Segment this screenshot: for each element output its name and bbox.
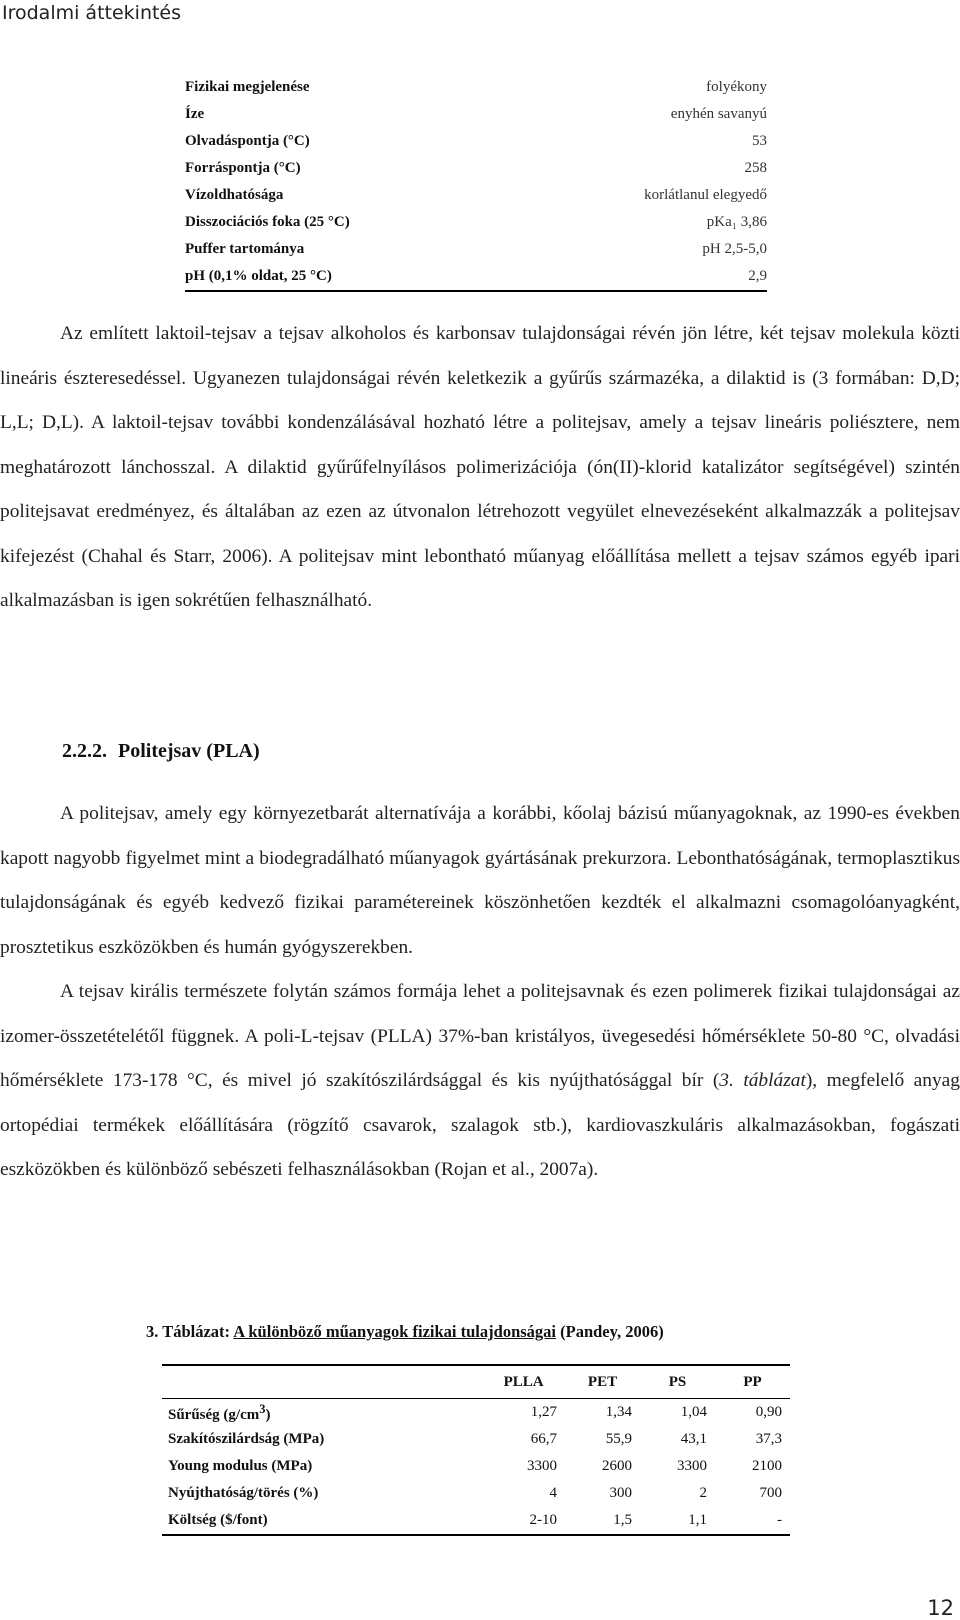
properties-table	[185, 74, 767, 292]
property-row	[185, 263, 767, 291]
table-cell: 3300	[677, 1458, 707, 1474]
table-cell: 66,7	[530, 1431, 558, 1447]
table-cell: 2100	[752, 1458, 782, 1474]
table-caption-source: (Pandey, 2006)	[556, 1322, 664, 1341]
property-row	[185, 128, 767, 155]
paragraph-pla-intro: A politejsav, amely egy környezetbarát alternatívája a korábbi, kőolaj bázisú műanyagoknak, az 1990-es években kapott nagyobb figyelmet mint a biodegradálható műanyagok gyártásának prekurzora. Lebonthatóságának, termoplasztikus tulajdonságának és egyéb kedvező fizikai paramétereinek köszönhetően kezdték el alkalmazni csomagolóanyagként, prosztetikus eszközökben és humán gyógyszerekben.	[0, 803, 960, 958]
paragraph-lactoyl-lactic-acid: Az említett laktoil-tejsav a tejsav alkoholos és karbonsav tulajdonságai révén jön létre, két tejsav molekula közti lineáris észteresedéssel. Ugyanezen tulajdonságai révén keletkezik a gyűrűs származéka, a dilaktid is (3 formában: D,D; L,L; D,L). A laktoil-tejsav további kondenzálásával hozható létre a politejsav, amely a tejsav lineáris poliésztere, nem meghatározott lánchosszal. A dilaktid gyűrűfelnyílásos polimerizációja (ón(II)-klorid katalizátor segítségével) szintén politejsavat eredményez, és általában az ezen az útvonalon létrehozott vegyület elnevezéseként alkalmazzák a politejsav kifejezést (Chahal és Starr, 2006). A politejsav mint lebontható műanyag előállítása mellett a tejsav számos egyéb ipari alkalmazásban is igen sokrétűen felhasználható.	[0, 323, 960, 611]
property-label: Fizikai megjelenése	[185, 79, 310, 95]
row-label-text: Sűrűség (g/cm	[168, 1406, 260, 1423]
column-header: PP	[715, 1365, 790, 1399]
row-label-text: Költség ($/font)	[168, 1512, 268, 1528]
property-value: 258	[744, 160, 767, 176]
table-cell: 55,9	[605, 1431, 633, 1447]
property-row	[185, 182, 767, 209]
section-heading	[62, 731, 260, 771]
column-header: PS	[640, 1365, 715, 1399]
body-section-1	[0, 312, 960, 624]
property-value: korlátlanul elegyedő	[644, 187, 767, 203]
table-caption	[146, 1322, 664, 1342]
table-cell: 300	[609, 1485, 633, 1501]
column-header: PET	[565, 1365, 640, 1399]
table-reference: 3. táblázat	[719, 1070, 806, 1091]
row-label	[162, 1480, 482, 1507]
property-row	[185, 236, 767, 263]
table-cell: 4	[549, 1485, 558, 1501]
row-label-text: Szakítószilárdság (MPa)	[168, 1431, 325, 1447]
body-section-2	[0, 792, 960, 1193]
page-number: 12	[927, 1596, 954, 1620]
property-label: Forráspontja (°C)	[185, 160, 301, 176]
property-label: Olvadáspontja (°C)	[185, 133, 310, 149]
row-label-tail: )	[265, 1406, 271, 1423]
property-value: enyhén savanyú	[670, 106, 767, 122]
property-value: folyékony	[706, 79, 767, 95]
column-header-blank	[162, 1365, 482, 1399]
table-cell: -	[715, 1507, 790, 1535]
table-caption-title: A különböző műanyagok fizikai tulajdonságai	[233, 1322, 556, 1341]
table-cell: 1,5	[565, 1507, 640, 1535]
table-cell: 2-10	[482, 1507, 565, 1535]
table-cell: 1,34	[605, 1404, 633, 1420]
property-label: Vízoldhatósága	[185, 187, 284, 203]
property-row	[185, 101, 767, 128]
table-cell: 2	[699, 1485, 707, 1501]
table-cell: 43,1	[680, 1431, 707, 1447]
property-row	[185, 155, 767, 182]
table-row	[162, 1399, 790, 1427]
paragraph-text: ), megfelelő anyag ortopédiai termékek előállítására (rögzítő csavarok, szalagok stb.), kardiovaszkuláris alkalmazásokban, fogászati eszközökben és különböző sebészeti felhasználásokban (Rojan et al., 2007a).	[0, 1070, 960, 1180]
row-label-text: Young modulus (MPa)	[168, 1458, 313, 1474]
plastics-properties-table	[162, 1364, 790, 1536]
table-row	[162, 1507, 790, 1535]
row-label	[162, 1453, 482, 1480]
row-label-text: Nyújthatóság/törés (%)	[168, 1485, 319, 1501]
table-row	[162, 1480, 790, 1507]
property-label: Íze	[185, 106, 205, 122]
property-label: Disszociációs foka (25 °C)	[185, 214, 350, 230]
running-header: Irodalmi áttekintés	[2, 2, 182, 24]
row-label-superscript: 3	[259, 1401, 266, 1416]
table-caption-prefix: 3. Táblázat:	[146, 1322, 234, 1341]
paragraph-pla-chirality	[0, 970, 960, 1193]
table-cell: 3300	[527, 1458, 558, 1474]
table-row	[162, 1426, 790, 1453]
row-label	[162, 1426, 482, 1453]
table-cell: 1,04	[680, 1404, 707, 1420]
table-cell: 1,27	[530, 1404, 558, 1420]
paragraph-text: A tejsav királis természete folytán számos formája lehet a politejsavnak és ezen polimerek fizikai tulajdonságai az izomer-összetételétől függnek. A poli-L-tejsav (PLLA) 37%-ban kristályos, üvegesedési hőmérséklete 50-80 °C, olvadási hőmérséklete 173-178 °C, és mivel jó szakítószilárdsággal és kis nyújthatósággal bír (	[0, 981, 960, 1091]
table-cell: 0,90	[755, 1404, 782, 1420]
table-cell: 700	[759, 1485, 782, 1501]
property-value: 53	[752, 133, 767, 149]
property-row	[185, 209, 767, 236]
property-row	[185, 74, 767, 101]
property-label: pH (0,1% oldat, 25 °C)	[185, 263, 518, 291]
table-cell: 37,3	[755, 1431, 782, 1447]
row-label	[162, 1399, 482, 1427]
property-value: 2,9	[518, 263, 767, 291]
property-value: pH 2,5-5,0	[702, 241, 767, 257]
table-cell: 2600	[602, 1458, 633, 1474]
row-label	[162, 1507, 482, 1535]
section-number: 2.2.2.	[62, 740, 107, 762]
property-label: Puffer tartománya	[185, 241, 305, 257]
table-row	[162, 1453, 790, 1480]
column-header: PLLA	[482, 1365, 565, 1399]
property-value: pKa₁ 3,86	[706, 214, 767, 230]
table-cell: 1,1	[640, 1507, 715, 1535]
section-title: Politejsav (PLA)	[118, 740, 260, 762]
